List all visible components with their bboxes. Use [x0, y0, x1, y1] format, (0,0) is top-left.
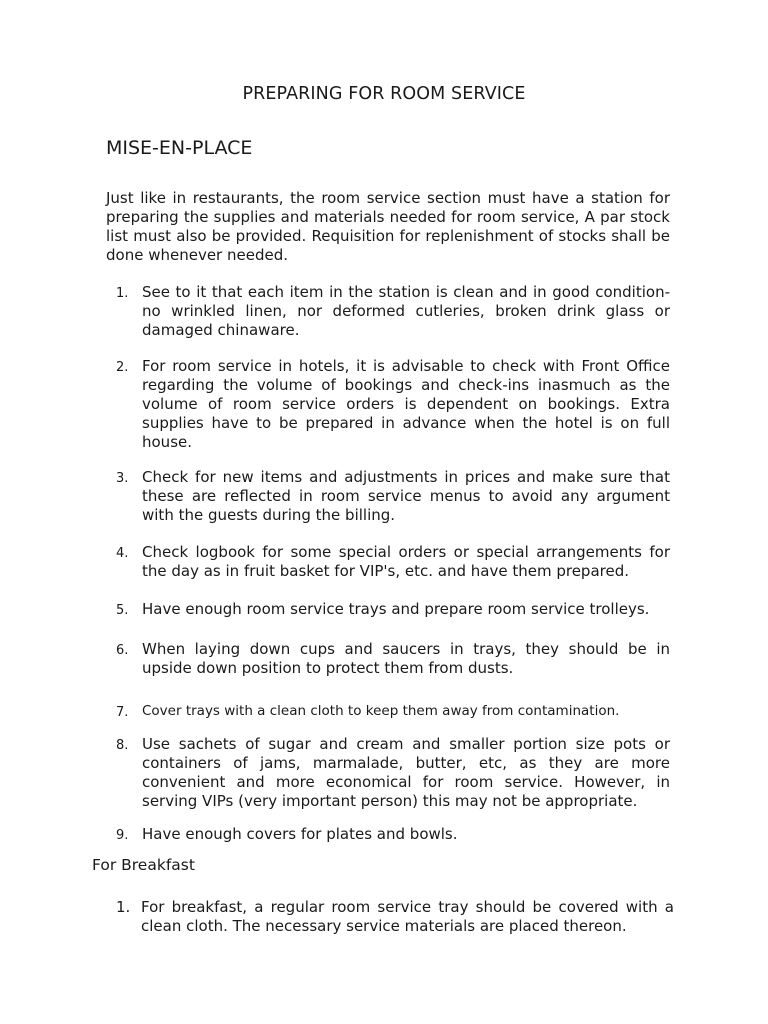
breakfast-list-item: [116, 898, 674, 936]
list-item-number: 6.: [116, 643, 129, 658]
list-item-number: 5.: [116, 603, 129, 618]
list-item: [116, 640, 670, 678]
subsection-heading: For Breakfast: [92, 856, 195, 874]
list-item-text: For room service in hotels, it is advisable to check with Front Office regarding the volume of bookings and check-ins inasmuch as the volume of room service orders is dependent on bookings. Extra supplies have to be prepared in advance when the hotel is on full house.: [142, 357, 670, 451]
list-item-text: See to it that each item in the station is clean and in good condition- no wrinkled linen, nor deformed cutleries, broken drink glass or damaged chinaware.: [142, 283, 670, 339]
list-item-number: 8.: [116, 738, 129, 753]
intro-paragraph: Just like in restaurants, the room service section must have a station for preparing the supplies and materials needed for room service, A par stock list must also be provided. Requisition for replenishment of stocks shall be done whenever needed.: [106, 189, 670, 264]
page-title: PREPARING FOR ROOM SERVICE: [242, 84, 526, 104]
list-item-text: For breakfast, a regular room service tray should be covered with a clean cloth. The necessary service materials are placed thereon.: [141, 898, 674, 935]
list-item-number: 7.: [116, 705, 129, 720]
list-item-text: Have enough covers for plates and bowls.: [142, 825, 458, 843]
list-item-number: 1.: [116, 286, 129, 301]
list-item-text: Have enough room service trays and prepare room service trolleys.: [142, 600, 650, 618]
list-item-number: 3.: [116, 471, 129, 486]
list-item-text: When laying down cups and saucers in trays, they should be in upside down position to protect them from dusts.: [142, 640, 670, 677]
list-item: [116, 702, 670, 721]
list-item-number: 9.: [116, 828, 129, 843]
list-item: [116, 283, 670, 340]
list-item: [116, 735, 670, 811]
list-item-number: 4.: [116, 546, 129, 561]
section-heading: MISE-EN-PLACE: [106, 137, 253, 159]
list-item: [116, 468, 670, 525]
list-item: [116, 357, 670, 452]
list-item-text: Cover trays with a clean cloth to keep them away from contamination.: [142, 703, 620, 719]
list-item-number: 2.: [116, 360, 129, 375]
list-item-text: Check for new items and adjustments in prices and make sure that these are reflected in room service menus to avoid any argument with the guests during the billing.: [142, 468, 670, 524]
list-item: [116, 600, 670, 619]
list-item: [116, 543, 670, 581]
list-item-number: 1.: [116, 898, 131, 916]
list-item-text: Check logbook for some special orders or special arrangements for the day as in fruit basket for VIP's, etc. and have them prepared.: [142, 543, 670, 580]
list-item: [116, 825, 670, 844]
list-item-text: Use sachets of sugar and cream and smaller portion size pots or containers of jams, marmalade, butter, etc, as they are more convenient and more economical for room service. However, in serving VIPs (very important person) this may not be appropriate.: [142, 735, 670, 810]
